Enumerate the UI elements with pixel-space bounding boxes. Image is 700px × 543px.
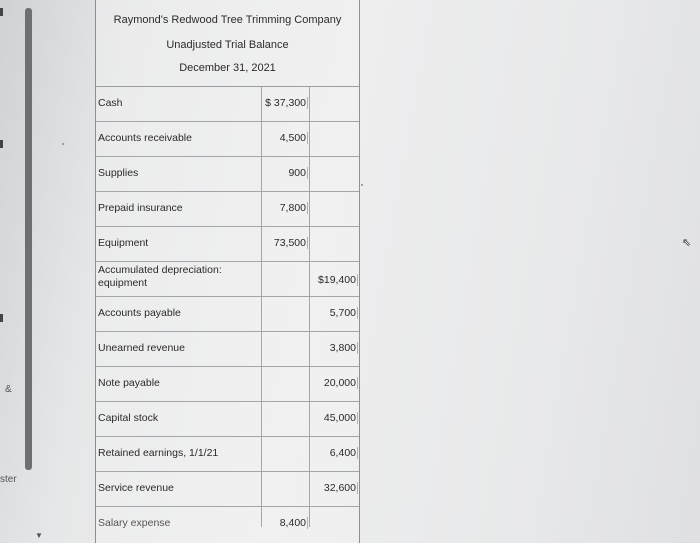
- account-name: Note payable: [98, 377, 160, 389]
- account-cell: [96, 227, 262, 261]
- report-title: Unadjusted Trial Balance: [166, 39, 289, 51]
- debit-amount: 900: [288, 167, 306, 179]
- credit-cell[interactable]: [310, 157, 359, 191]
- credit-cell[interactable]: [310, 507, 359, 527]
- table-row: [96, 402, 359, 437]
- account-name: Equipment: [98, 237, 149, 249]
- debit-amount: $ 37,300: [265, 97, 306, 109]
- account-cell: [96, 507, 262, 527]
- credit-cell[interactable]: [310, 472, 359, 506]
- account-cell: [96, 122, 262, 156]
- credit-cell[interactable]: [310, 262, 359, 296]
- scrollbar[interactable]: [25, 8, 32, 470]
- account-cell: [96, 157, 262, 191]
- credit-cell[interactable]: [310, 87, 359, 121]
- account-name: Accumulated depreciation: equipment: [98, 264, 222, 289]
- side-label: ster: [0, 474, 17, 485]
- debit-amount: 8,400: [279, 517, 306, 529]
- debit-cell[interactable]: [262, 262, 310, 296]
- debit-cell[interactable]: [262, 87, 310, 121]
- debit-cell[interactable]: [262, 402, 310, 436]
- account-cell: [96, 262, 262, 296]
- account-cell: [96, 367, 262, 401]
- chevron-down-icon[interactable]: ▼: [35, 531, 43, 540]
- table-row: [96, 122, 359, 157]
- credit-cell[interactable]: [310, 227, 359, 261]
- account-name: Retained earnings, 1/1/21: [98, 447, 219, 459]
- account-name: Accounts payable: [98, 307, 181, 319]
- credit-cell[interactable]: [310, 437, 359, 471]
- debit-cell[interactable]: [262, 332, 310, 366]
- account-cell: [96, 402, 262, 436]
- credit-cell[interactable]: [310, 192, 359, 226]
- table-row: [96, 367, 359, 402]
- side-ampersand: &: [5, 384, 12, 395]
- credit-amount: 5,700: [329, 307, 356, 319]
- credit-amount: 20,000: [323, 377, 356, 389]
- credit-amount: 6,400: [329, 447, 356, 459]
- trial-balance-table: [96, 87, 359, 527]
- credit-cell[interactable]: [310, 332, 359, 366]
- trial-balance-sheet: [95, 0, 360, 543]
- account-cell: [96, 87, 262, 121]
- table-row: [96, 157, 359, 192]
- table-row: [96, 472, 359, 507]
- credit-cell[interactable]: [310, 402, 359, 436]
- table-row: [96, 507, 359, 527]
- debit-cell[interactable]: [262, 297, 310, 331]
- account-cell: [96, 472, 262, 506]
- edge-mark: [0, 314, 3, 322]
- credit-cell[interactable]: [310, 367, 359, 401]
- debit-cell[interactable]: [262, 472, 310, 506]
- speck: [361, 184, 363, 186]
- table-row: [96, 332, 359, 367]
- account-name: Unearned revenue: [98, 342, 185, 354]
- account-name: Service revenue: [98, 482, 174, 494]
- credit-cell[interactable]: [310, 297, 359, 331]
- company-name: Raymond's Redwood Tree Trimming Company: [113, 14, 342, 26]
- account-cell: [96, 192, 262, 226]
- table-row: [96, 87, 359, 122]
- table-row: [96, 227, 359, 262]
- account-name: Supplies: [98, 167, 139, 179]
- table-row: [96, 437, 359, 472]
- account-name: Accounts receivable: [98, 132, 192, 144]
- account-name: Prepaid insurance: [98, 202, 183, 214]
- account-cell: [96, 437, 262, 471]
- debit-cell[interactable]: [262, 227, 310, 261]
- credit-cell[interactable]: [310, 122, 359, 156]
- debit-amount: 73,500: [273, 237, 306, 249]
- report-date: December 31, 2021: [179, 62, 276, 74]
- edge-mark: [0, 140, 3, 148]
- debit-cell[interactable]: [262, 437, 310, 471]
- account-name: Capital stock: [98, 412, 159, 424]
- debit-amount: 7,800: [279, 202, 306, 214]
- debit-cell[interactable]: [262, 507, 310, 527]
- account-cell: [96, 297, 262, 331]
- table-row: [96, 262, 359, 297]
- debit-cell[interactable]: [262, 367, 310, 401]
- credit-amount: 3,800: [329, 342, 356, 354]
- mouse-cursor-icon: ⇖: [682, 237, 692, 249]
- edge-mark: [0, 8, 3, 16]
- debit-amount: 4,500: [279, 132, 306, 144]
- speck: [62, 143, 64, 145]
- account-cell: [96, 332, 262, 366]
- table-row: [96, 192, 359, 227]
- credit-amount: 32,600: [323, 482, 356, 494]
- debit-cell[interactable]: [262, 122, 310, 156]
- debit-cell[interactable]: [262, 157, 310, 191]
- credit-amount: 45,000: [323, 412, 356, 424]
- account-name: Salary expense: [98, 517, 171, 529]
- table-row: [96, 297, 359, 332]
- credit-amount: $19,400: [318, 274, 356, 286]
- debit-cell[interactable]: [262, 192, 310, 226]
- account-name: Cash: [98, 97, 123, 109]
